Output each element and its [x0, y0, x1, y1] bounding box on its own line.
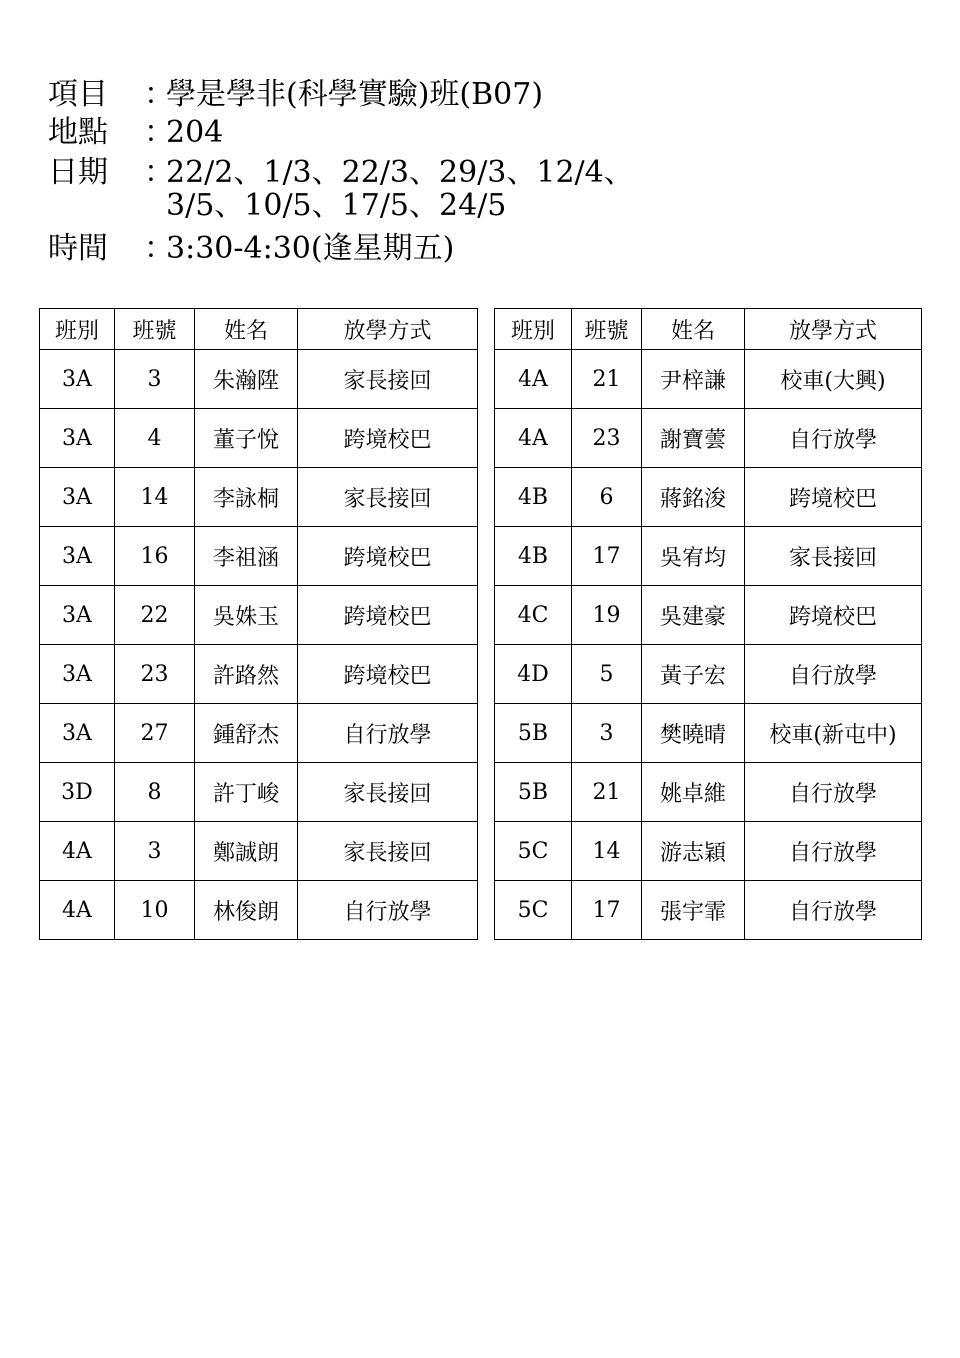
cell-class: 5B: [495, 763, 572, 822]
cell-number: 21: [572, 350, 642, 409]
table-row: [40, 704, 478, 763]
cell-dismissal: 自行放學: [298, 704, 478, 763]
time-label: 時間: [48, 231, 108, 266]
column-header-dismissal: 放學方式: [745, 309, 922, 350]
cell-dismissal: 跨境校巴: [745, 468, 922, 527]
cell-name: 朱瀚陞: [195, 350, 298, 409]
cell-dismissal: 自行放學: [745, 409, 922, 468]
table-header-row: [40, 309, 478, 350]
cell-dismissal: 跨境校巴: [298, 586, 478, 645]
cell-class: 4D: [495, 645, 572, 704]
cell-class: 5C: [495, 822, 572, 881]
table-row: [495, 527, 922, 586]
table-row: [40, 468, 478, 527]
cell-dismissal: 家長接回: [745, 527, 922, 586]
cell-dismissal: 家長接回: [298, 468, 478, 527]
cell-class: 3A: [40, 527, 115, 586]
cell-dismissal: 家長接回: [298, 350, 478, 409]
table-row: [40, 763, 478, 822]
cell-class: 4A: [40, 822, 115, 881]
cell-class: 5C: [495, 881, 572, 940]
cell-number: 8: [115, 763, 195, 822]
cell-class: 4C: [495, 586, 572, 645]
date-value-line1: 22/2、1/3、22/3、29/3、12/4、: [166, 155, 634, 190]
colon: ：: [144, 115, 174, 150]
cell-name: 鄭誠朗: [195, 822, 298, 881]
cell-class: 3A: [40, 409, 115, 468]
cell-number: 3: [115, 822, 195, 881]
cell-name: 吳宥均: [642, 527, 745, 586]
table-row: [495, 409, 922, 468]
cell-name: 游志穎: [642, 822, 745, 881]
table-row: [40, 350, 478, 409]
cell-number: 19: [572, 586, 642, 645]
cell-number: 22: [115, 586, 195, 645]
project-label: 項目: [48, 77, 108, 112]
cell-name: 鍾舒杰: [195, 704, 298, 763]
cell-number: 23: [115, 645, 195, 704]
cell-dismissal: 跨境校巴: [298, 409, 478, 468]
cell-name: 吳建豪: [642, 586, 745, 645]
cell-class: 3A: [40, 704, 115, 763]
column-header-number: 班號: [115, 309, 195, 350]
cell-dismissal: 自行放學: [745, 763, 922, 822]
cell-name: 樊曉晴: [642, 704, 745, 763]
table-body-left: [40, 350, 478, 940]
table-row: [40, 881, 478, 940]
column-header-number: 班號: [572, 309, 642, 350]
cell-class: 4A: [495, 350, 572, 409]
cell-class: 4A: [495, 409, 572, 468]
column-header-name: 姓名: [195, 309, 298, 350]
cell-number: 21: [572, 763, 642, 822]
colon: ：: [144, 231, 174, 266]
table-row: [495, 881, 922, 940]
table-row: [495, 763, 922, 822]
cell-dismissal: 自行放學: [298, 881, 478, 940]
cell-name: 李祖涵: [195, 527, 298, 586]
cell-dismissal: 跨境校巴: [745, 586, 922, 645]
column-header-name: 姓名: [642, 309, 745, 350]
cell-number: 6: [572, 468, 642, 527]
table-row: [495, 645, 922, 704]
cell-name: 李詠桐: [195, 468, 298, 527]
table-row: [495, 586, 922, 645]
table-body-right: [495, 350, 922, 940]
cell-dismissal: 校車(新屯中): [745, 704, 922, 763]
table-row: [40, 527, 478, 586]
table-row: [495, 468, 922, 527]
student-table-right: [494, 308, 922, 940]
cell-number: 23: [572, 409, 642, 468]
cell-name: 黃子宏: [642, 645, 745, 704]
cell-class: 4A: [40, 881, 115, 940]
table-row: [40, 822, 478, 881]
cell-name: 姚卓維: [642, 763, 745, 822]
cell-number: 5: [572, 645, 642, 704]
cell-class: 3A: [40, 645, 115, 704]
cell-class: 3A: [40, 586, 115, 645]
cell-dismissal: 家長接回: [298, 763, 478, 822]
colon: ：: [144, 155, 174, 190]
cell-number: 16: [115, 527, 195, 586]
project-line: [48, 78, 634, 112]
time-value: 3:30-4:30(逢星期五): [166, 231, 455, 266]
cell-name: 許路然: [195, 645, 298, 704]
cell-class: 4B: [495, 468, 572, 527]
column-header-class: 班別: [40, 309, 115, 350]
table-row: [495, 350, 922, 409]
time-line: [48, 232, 634, 266]
cell-number: 14: [572, 822, 642, 881]
cell-number: 3: [115, 350, 195, 409]
cell-class: 3A: [40, 350, 115, 409]
cell-dismissal: 自行放學: [745, 645, 922, 704]
cell-name: 吳姝玉: [195, 586, 298, 645]
column-header-class: 班別: [495, 309, 572, 350]
cell-name: 尹梓謙: [642, 350, 745, 409]
cell-dismissal: 家長接回: [298, 822, 478, 881]
cell-name: 張宇霏: [642, 881, 745, 940]
document-header: [48, 78, 634, 266]
location-value: 204: [166, 115, 224, 150]
student-table-left: [39, 308, 478, 940]
cell-class: 4B: [495, 527, 572, 586]
cell-name: 謝寶蕓: [642, 409, 745, 468]
date-value-line2: 3/5、10/5、17/5、24/5: [166, 188, 507, 223]
table-row: [495, 704, 922, 763]
location-line: [48, 116, 634, 150]
cell-number: 4: [115, 409, 195, 468]
cell-number: 17: [572, 881, 642, 940]
cell-name: 蔣銘浚: [642, 468, 745, 527]
cell-dismissal: 自行放學: [745, 822, 922, 881]
cell-number: 17: [572, 527, 642, 586]
cell-dismissal: 跨境校巴: [298, 645, 478, 704]
table-row: [495, 822, 922, 881]
cell-number: 14: [115, 468, 195, 527]
table-row: [40, 586, 478, 645]
table-row: [40, 645, 478, 704]
table-header-row: [495, 309, 922, 350]
cell-class: 3A: [40, 468, 115, 527]
project-value: 學是學非(科學實驗)班(B07): [166, 77, 544, 112]
cell-name: 林俊朗: [195, 881, 298, 940]
cell-dismissal: 自行放學: [745, 881, 922, 940]
date-line: [48, 156, 634, 190]
cell-class: 3D: [40, 763, 115, 822]
cell-dismissal: 校車(大興): [745, 350, 922, 409]
cell-name: 董子悅: [195, 409, 298, 468]
cell-number: 27: [115, 704, 195, 763]
cell-number: 10: [115, 881, 195, 940]
cell-name: 許丁峻: [195, 763, 298, 822]
location-label: 地點: [48, 115, 108, 150]
cell-class: 5B: [495, 704, 572, 763]
cell-number: 3: [572, 704, 642, 763]
column-header-dismissal: 放學方式: [298, 309, 478, 350]
cell-dismissal: 跨境校巴: [298, 527, 478, 586]
date-label: 日期: [48, 155, 108, 190]
colon: ：: [144, 77, 174, 112]
table-row: [40, 409, 478, 468]
